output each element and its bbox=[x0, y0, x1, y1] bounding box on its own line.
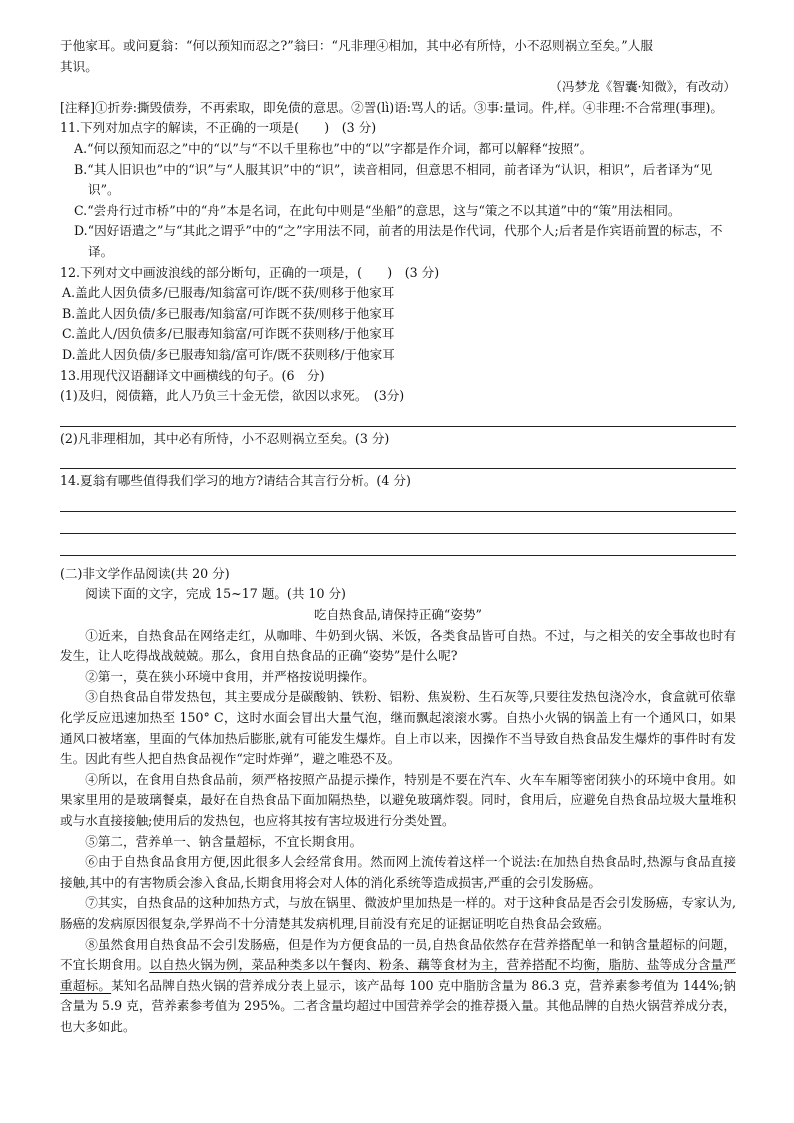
classical-text-line-2: 其识。 bbox=[60, 58, 98, 74]
article-paragraph-7: ⑦其实，自热食品的这种加热方式，与放在锅里、微波炉里加热是一样的。对于这种食品是否会引发肠癌，专家认为,肠癌的发病原因很复杂,学界尚不十分清楚其发病机理,目前没有充足的证据证明吃自热食品会致癌。 bbox=[60, 895, 736, 931]
question-11-stem: 11.下列对加点字的解读，不正确的一项是( ) (3 分) bbox=[60, 120, 377, 136]
section-heading: (二)非文学作品阅读(共 20 分) bbox=[60, 565, 230, 581]
article-paragraph-8 bbox=[60, 935, 736, 1038]
article-title: 吃自热食品,请保持正确“姿势” bbox=[313, 607, 482, 623]
article-paragraph-5: ⑤第二，营养单一、钠含量超标，不宜长期食用。 bbox=[85, 833, 363, 849]
paragraph-8-part-a: ⑧虽然食用自热食品不会引发肠癌，但是作为方便食品的一员,自热食品依然存在营养搭配单一和钠含量超标的问题，不宜长期食用。 bbox=[60, 936, 736, 973]
section-instruction: 阅读下面的文字，完成 15~17 题。(共 10 分) bbox=[85, 586, 346, 602]
question-11-option-a: A.“何以预知而忍之”中的“以”与“不以千里称也”中的“以”字都是作介词，都可以解释“按照”。 bbox=[74, 140, 593, 156]
answer-line[interactable] bbox=[60, 449, 736, 469]
article-paragraph-2: ②第一，莫在狭小环境中食用，并严格按说明操作。 bbox=[85, 668, 375, 684]
annotation-notes: [注释]①折券:撕毁债券，不再索取，即免债的意思。②詈(lì)语:骂人的话。③事:量词。件,样。④非理:不合常理(事理)。 bbox=[60, 99, 724, 115]
question-12-option-a: A.盖此人因负债多/已服毒/知翁富可诈/既不获/则移于他家耳 bbox=[62, 285, 395, 301]
question-11-option-d: D.“因好语遣之”与“其此之谓乎”中的“之”字用法不同，前者的用法是作代词，代那个人;后者是作宾语前置的标志，不译。 bbox=[74, 223, 723, 259]
answer-line[interactable] bbox=[60, 536, 736, 556]
question-11-option-b: B.“其人旧识也”中的“识”与“人服其识”中的“识”，读音相同，但意思不相同，前者译为“认识，相识”，后者译为“见识”。 bbox=[74, 161, 713, 198]
underlined-sentence: 以自热火锅为例，菜品种类多以午餐肉、粉条、藕等食材为主，营养搭配不均衡，脂肪、盐等成分含量严重超标。 bbox=[60, 957, 737, 993]
question-12-option-c: C.盖此人/因负债多/已服毒知翁富/可诈既不获则移/于他家耳 bbox=[62, 326, 395, 342]
question-12-stem: 12.下列对文中画波浪线的部分断句，正确的一项是，( ) (3 分) bbox=[60, 264, 440, 280]
answer-line[interactable] bbox=[60, 492, 736, 512]
paragraph-8-part-b: 某知名品牌自热火锅的营养成分表上显示，该产品每 100 克中脂肪含量为 86.3 克，营养素参考值为 144%;钠含量为 5.9 克，营养素参考值为 295%。二者含量均超过中国营养学会的推荐摄入量。其他品牌的自热火锅营养成分表，也大多如此。 bbox=[60, 977, 737, 1034]
article-paragraph-4: ④所以，在食用自热食品前，须严格按照产品提示操作，特别是不要在汽车、火车车厢等密闭狭小的环境中食用。如果家里用的是玻璃餐桌，最好在自热食品下面加隔热垫，以避免玻璃炸裂。同时，食用后，应避免自热食品垃圾大量堆积或与水直接接触;使用后的发热包，也应将其按有害垃圾进行分类处置。 bbox=[60, 771, 736, 828]
question-11-option-c: C.“尝舟行过市桥”中的“舟”本是名词，在此句中则是“坐船”的意思，这与“策之不以其道”中的“策”用法相同。 bbox=[74, 202, 681, 218]
exam-page bbox=[60, 36, 736, 1038]
source-citation: （冯梦龙《智囊·知微》，有改动） bbox=[549, 79, 736, 95]
answer-line[interactable] bbox=[60, 514, 736, 534]
answer-line[interactable] bbox=[60, 407, 736, 427]
question-12-option-b: B.盖此人因负债/多已服毒/知翁富/可诈既不获/则移于他家耳 bbox=[62, 305, 395, 321]
question-13-sentence-2: (2)凡非理相加，其中必有所恃，小不忍则祸立至矣。(3 分) bbox=[60, 430, 390, 446]
question-13-stem: 13.用现代汉语翻译文中画横线的句子。(6 分) bbox=[60, 367, 325, 383]
question-14-stem: 14.夏翁有哪些值得我们学习的地方?请结合其言行分析。(4 分) bbox=[60, 473, 411, 489]
classical-text-line-1: 于他家耳。或问夏翁：“何以预知而忍之?”翁曰：“凡非理④相加，其中必有所恃，小不忍则祸立至矣。”人服 bbox=[60, 38, 653, 53]
article-paragraph-1: ①近来，自热食品在网络走红，从咖啡、牛奶到火锅、米饭，各类食品皆可自热。不过，与之相关的安全事故也时有发生，让人吃得战战兢兢。那么，食用自热食品的正确“姿势”是什么呢? bbox=[60, 627, 736, 664]
article-paragraph-3: ③自热食品自带发热包，其主要成分是碳酸钠、铁粉、铝粉、焦炭粉、生石灰等,只要往发热包浇冷水，食盒就可依靠化学反应迅速加热至 150° C，这时水面会冒出大量气泡，继而飘起滚滚水雾。自热小火锅的锅盖上有一个通风口，如果通风口被堵塞，里面的气体加热后膨胀,就有可能发生爆炸。自上市以来，因操作不当导致自热食品发生爆炸的事件时有发生。因此有些人把自热食品视作“定时炸弹”，避之唯恐不及。 bbox=[60, 689, 736, 767]
question-12-option-d: D.盖此人因负债/多已服毒知翁/富可诈/既不获则移/于他家耳 bbox=[62, 346, 395, 362]
article-paragraph-6: ⑥由于自热食品食用方便,因此很多人会经常食用。然而网上流传着这样一个说法:在加热自热食品时,热源与食品直接接触,其中的有害物质会渗入食品,长期食用将会对人体的消化系统等造成损害,严重的会引发肠癌。 bbox=[60, 854, 736, 890]
question-13-sentence-1: (1)及归，阅债籍，此人乃负三十金无偿，欲因以求死。 (3分) bbox=[60, 388, 405, 404]
